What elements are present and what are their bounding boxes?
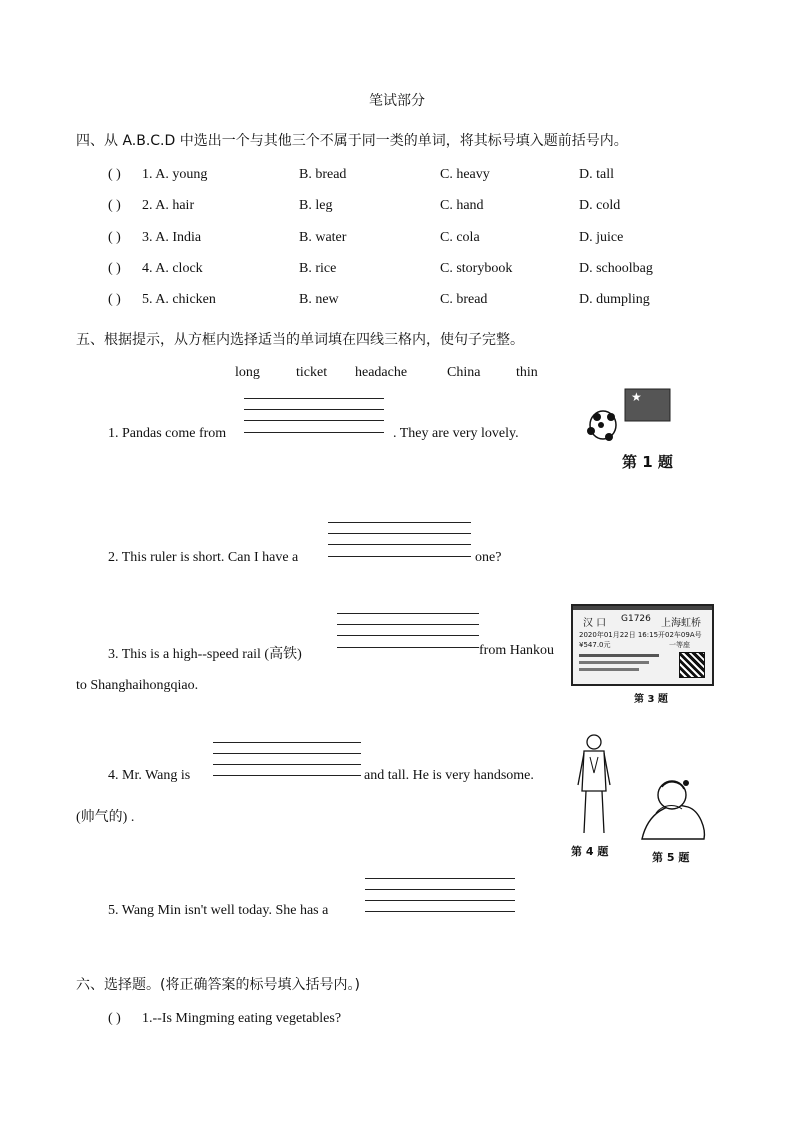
option-a: 2. A. hair <box>142 198 195 213</box>
word-bank-item: ticket <box>296 365 328 380</box>
answer-bracket[interactable]: ( ) <box>108 167 121 182</box>
page-title: 笔试部分 <box>369 94 425 109</box>
q1-writing-lines[interactable] <box>244 398 384 434</box>
option-d: D. juice <box>579 230 624 245</box>
q1-text-before: 1. Pandas come from <box>108 426 227 441</box>
word-bank-item: headache <box>355 365 408 380</box>
option-a: 1. A. young <box>142 167 208 182</box>
s6-q1-text: 1.--Is Mingming eating vegetables? <box>142 1011 342 1026</box>
option-b: B. bread <box>299 167 347 182</box>
q4-text-before: 4. Mr. Wang is <box>108 768 191 783</box>
option-c: C. heavy <box>440 167 490 182</box>
option-b: B. water <box>299 230 347 245</box>
ticket-seat: 02车09A号 <box>665 631 702 639</box>
q5-text-before: 5. Wang Min isn't well today. She has a <box>108 903 329 918</box>
q4-writing-lines[interactable] <box>213 742 361 776</box>
answer-bracket[interactable]: ( ) <box>108 292 121 307</box>
option-c: C. storybook <box>440 261 513 276</box>
q3-caption: 第 3 题 <box>634 694 668 705</box>
ticket-train: G1726 <box>621 614 651 624</box>
option-d: D. dumpling <box>579 292 650 307</box>
answer-bracket[interactable]: ( ) <box>108 198 121 213</box>
panda-and-flag-image <box>585 385 675 445</box>
option-d: D. cold <box>579 198 621 213</box>
option-b: B. leg <box>299 198 333 213</box>
q5-writing-lines[interactable] <box>365 878 515 912</box>
ticket-from: 汉 口 <box>583 618 607 629</box>
option-b: B. rice <box>299 261 337 276</box>
answer-bracket[interactable]: ( ) <box>108 261 121 276</box>
section-6-heading: 六、选择题。(将正确答案的标号填入括号内。) <box>76 977 360 993</box>
tall-man-image <box>574 733 614 841</box>
q4-caption: 第 4 题 <box>571 845 609 858</box>
q3-text-line2: to Shanghaihongqiao. <box>76 678 199 693</box>
ticket-date: 2020年01月22日 16:15开 <box>579 631 666 639</box>
q4-text-after: and tall. He is very handsome. <box>364 768 534 783</box>
sick-person-image <box>638 773 708 843</box>
option-c: C. hand <box>440 198 484 213</box>
ticket-price: ¥547.0元 <box>579 641 611 649</box>
word-bank-item: China <box>447 365 481 380</box>
svg-text:★: ★ <box>631 390 642 404</box>
option-b: B. new <box>299 292 339 307</box>
option-a: 4. A. clock <box>142 261 203 276</box>
answer-bracket[interactable]: ( ) <box>108 1011 121 1026</box>
q3-text-after: from Hankou <box>479 643 555 658</box>
option-d: D. tall <box>579 167 614 182</box>
option-a: 5. A. chicken <box>142 292 216 307</box>
option-a: 3. A. India <box>142 230 202 245</box>
q2-text-before: 2. This ruler is short. Can I have a <box>108 550 299 565</box>
ticket-to: 上海虹桥 <box>661 618 701 629</box>
answer-bracket[interactable]: ( ) <box>108 230 121 245</box>
qr-code-icon <box>679 652 705 678</box>
option-c: C. bread <box>440 292 488 307</box>
word-bank-item: long <box>235 365 260 380</box>
section-5-heading: 五、根据提示，从方框内选择适当的单词填在四线三格内，使句子完整。 <box>76 332 524 348</box>
train-ticket-image <box>571 604 714 686</box>
q3-writing-lines[interactable] <box>337 613 479 649</box>
q3-text-before: 3. This is a high--speed rail (高铁) <box>108 647 302 662</box>
q2-text-after: one? <box>475 550 502 565</box>
q1-caption: 第 1 题 <box>622 453 673 471</box>
section-4-heading: 四、从 A.B.C.D 中选出一个与其他三个不属于同一类的单词，将其标号填入题前括号内。 <box>76 133 628 149</box>
option-c: C. cola <box>440 230 480 245</box>
ticket-class: 一等座 <box>669 641 690 649</box>
q4-text-line2: (帅气的) . <box>76 810 135 825</box>
word-bank-item: thin <box>516 365 538 380</box>
q5-caption: 第 5 题 <box>652 851 690 864</box>
q1-text-after: . They are very lovely. <box>393 426 519 441</box>
q2-writing-lines[interactable] <box>328 522 471 558</box>
option-d: D. schoolbag <box>579 261 653 276</box>
